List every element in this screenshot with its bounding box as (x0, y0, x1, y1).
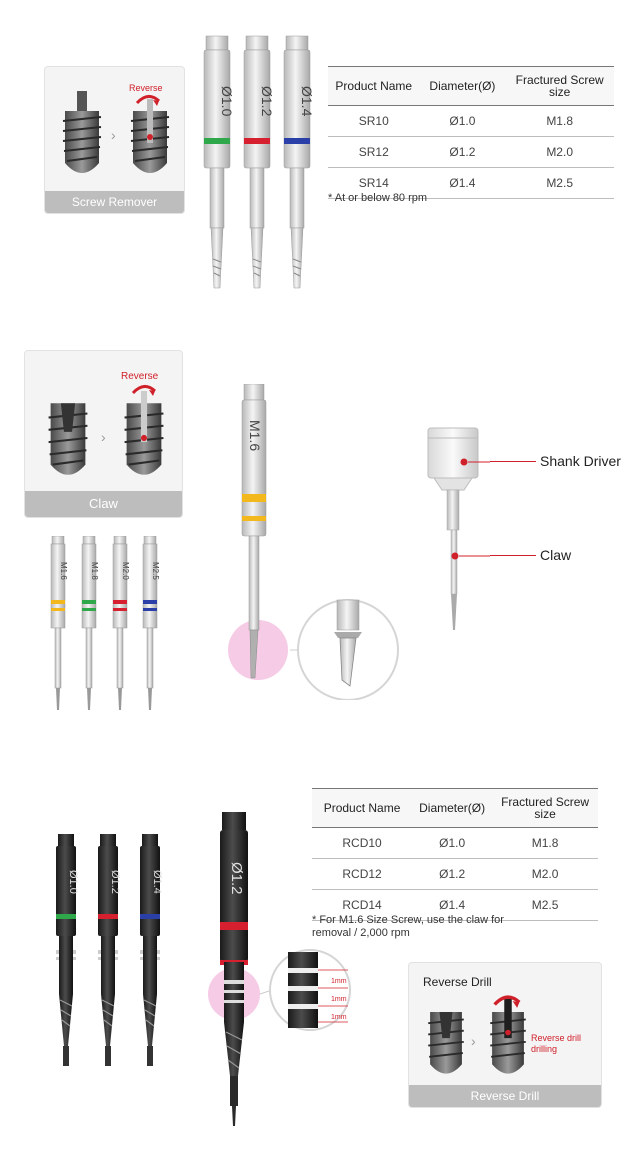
reverse-label: Reverse (121, 371, 159, 382)
tool-sr14 (284, 36, 315, 288)
claw-main-tool-label: M1.6 (247, 420, 263, 452)
rpm-note: * At or below 80 rpm (328, 192, 428, 204)
tool-sr12 (244, 36, 275, 288)
table-cell: M2.5 (505, 168, 614, 199)
implant-before-illustration (59, 91, 105, 183)
zoom-mark-2: 1mm (331, 996, 347, 1003)
chevron-right-icon: › (101, 429, 106, 445)
table-header-row (312, 789, 598, 828)
claw-caption: Claw (25, 491, 182, 517)
claw-card (24, 350, 183, 518)
drill-rcd14-label: Ø1.4 (151, 870, 163, 894)
table-cell: RCD12 (312, 859, 412, 890)
drill-rcd14 (140, 834, 163, 1066)
reverse-drill-title: Reverse Drill (423, 975, 492, 989)
claw-leader (490, 555, 536, 556)
table-cell: Ø1.0 (412, 828, 492, 859)
shank-driver-leader (490, 461, 536, 462)
tool-sr14-label: Ø1.4 (299, 86, 315, 117)
drill-rcd12 (98, 834, 121, 1066)
table-cell: SR12 (328, 137, 420, 168)
claw-tool-m18-label: M1.8 (90, 562, 99, 580)
implant-after-illustration (117, 391, 171, 485)
reverse-drill-caption: Reverse Drill (409, 1085, 601, 1107)
screw-remover-card (44, 66, 185, 214)
chevron-right-icon: › (111, 127, 116, 143)
reverse-label: Reverse (129, 83, 163, 93)
reverse-drill-tool-set (50, 830, 166, 1074)
tool-sr10-label: Ø1.0 (219, 86, 235, 117)
screw-remover-tools (196, 34, 316, 294)
drill-rcd10-label: Ø1.0 (67, 870, 79, 894)
header-screw-size: Fractured Screw size (492, 789, 598, 828)
claw-main-tool (220, 384, 410, 700)
header-diameter: Diameter(Ø) (412, 789, 492, 828)
table-cell: SR14 (328, 168, 420, 199)
claw-tool-m25 (143, 536, 160, 710)
implant-before-illustration (423, 997, 469, 1083)
claw-tool-m20-label: M2.0 (121, 562, 130, 580)
shank-driver-callout: Shank Driver (540, 453, 621, 469)
drill-rcd10 (56, 834, 79, 1066)
header-screw-size: Fractured Screw size (505, 67, 614, 106)
table-header-row (328, 67, 614, 106)
tool-sr10 (204, 36, 235, 288)
tool-sr12-label: Ø1.2 (259, 86, 275, 117)
table-cell: SR10 (328, 106, 420, 137)
table-cell: Ø1.4 (412, 890, 492, 921)
claw-callout: Claw (540, 547, 572, 563)
table-cell: M1.8 (492, 828, 598, 859)
drill-main-tool-label: Ø1.2 (228, 862, 245, 895)
claw-tool-m20 (113, 536, 130, 710)
table-cell: Ø1.2 (420, 137, 506, 168)
table-row (312, 859, 598, 890)
claw-usage-note: * For M1.6 Size Screw, use the claw for removal / 2,000 rpm (312, 914, 504, 939)
reverse-drill-card (408, 962, 602, 1108)
table-cell: M2.0 (492, 859, 598, 890)
implant-after-illustration (485, 997, 531, 1083)
table-cell: Ø1.0 (420, 106, 506, 137)
table-row (312, 828, 598, 859)
claw-tool-set (40, 536, 170, 712)
reverse-drill-spec-table (312, 788, 598, 921)
chevron-right-icon: › (471, 1033, 476, 1049)
header-product-name: Product Name (328, 67, 420, 106)
shank-driver-illustration (420, 424, 490, 634)
reverse-drill-drilling-label: Reverse drill drilling (531, 1033, 582, 1054)
implant-before-illustration (41, 391, 95, 485)
claw-tool-m16 (51, 536, 68, 710)
header-diameter: Diameter(Ø) (420, 67, 506, 106)
zoom-mark-1: 1mm (331, 978, 347, 985)
table-cell: M2.0 (505, 137, 614, 168)
table-row (328, 137, 614, 168)
claw-tool-m16-label: M1.6 (59, 562, 68, 580)
claw-tool-m18 (82, 536, 99, 710)
table-row (328, 106, 614, 137)
table-cell: Ø1.2 (412, 859, 492, 890)
header-product-name: Product Name (312, 789, 412, 828)
reverse-arrow-icon (129, 381, 159, 397)
table-cell: M1.8 (505, 106, 614, 137)
table-cell: RCD10 (312, 828, 412, 859)
table-cell: RCD14 (312, 890, 412, 921)
drill-rcd12-label: Ø1.2 (109, 870, 121, 894)
claw-tool-m25-label: M2.5 (151, 562, 160, 580)
screw-remover-spec-table (328, 66, 614, 199)
screw-remover-caption: Screw Remover (45, 191, 184, 213)
reverse-arrow-icon (133, 91, 163, 107)
zoom-mark-3: 1mm (331, 1014, 347, 1021)
table-cell: Ø1.4 (420, 168, 506, 199)
table-cell: M2.5 (492, 890, 598, 921)
reverse-arrow-icon (489, 991, 525, 1009)
